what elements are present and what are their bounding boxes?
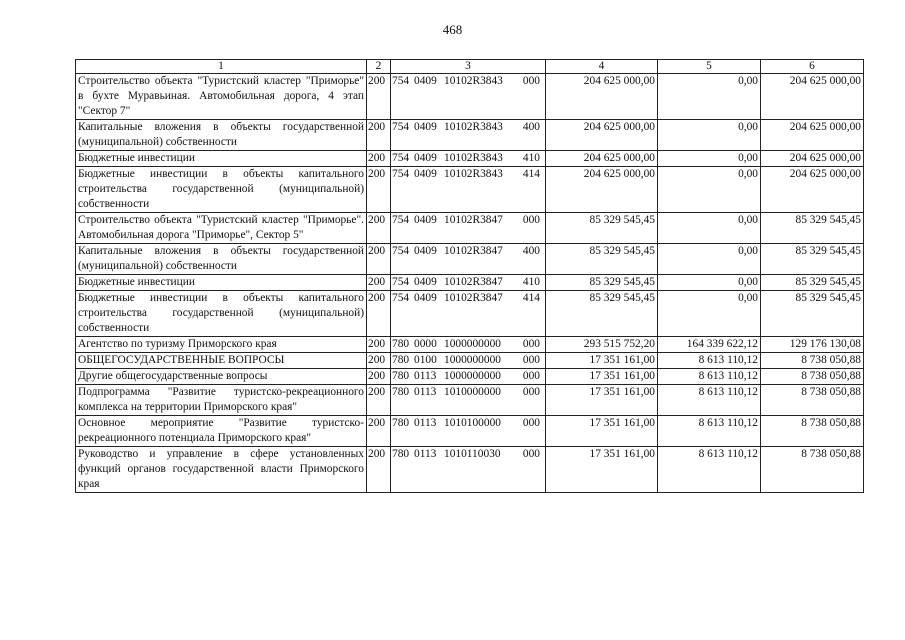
- row-col4: 204 625 000,00: [546, 167, 658, 213]
- row-col4: 17 351 161,00: [546, 385, 658, 416]
- row-code: [391, 369, 546, 385]
- row-col4: 293 515 752,20: [546, 337, 658, 353]
- row-col6: 85 329 545,45: [761, 291, 864, 337]
- row-col6: 204 625 000,00: [761, 120, 864, 151]
- row-grbs: 754: [392, 75, 410, 87]
- table-row: [76, 120, 864, 151]
- row-grbs: 754: [392, 292, 410, 304]
- table-row: [76, 275, 864, 291]
- row-col2: 200: [367, 275, 391, 291]
- header-row: [76, 60, 864, 74]
- row-col2: 200: [367, 167, 391, 213]
- row-section: 0409: [414, 121, 437, 133]
- row-section: 0409: [414, 152, 437, 164]
- row-col2: 200: [367, 151, 391, 167]
- col-header-6: 6: [761, 60, 864, 74]
- row-col4: 85 329 545,45: [546, 275, 658, 291]
- row-target: 1010100000: [444, 417, 501, 429]
- row-name: Руководство и управление в сфере установленных функций органов государственной власти Приморского края: [76, 447, 367, 493]
- table-row: [76, 385, 864, 416]
- row-col6: 8 738 050,88: [761, 447, 864, 493]
- row-vr: 400: [522, 245, 540, 257]
- row-target: 1010000000: [444, 386, 501, 398]
- row-col2: 200: [367, 213, 391, 244]
- row-col6: 129 176 130,08: [761, 337, 864, 353]
- row-section: 0409: [414, 168, 437, 180]
- row-grbs: 780: [392, 386, 410, 398]
- row-target: 10102R3847: [444, 214, 503, 226]
- row-name: Другие общегосударственные вопросы: [76, 369, 367, 385]
- row-target: 1000000000: [444, 338, 501, 350]
- row-col4: 17 351 161,00: [546, 447, 658, 493]
- row-code: [391, 167, 546, 213]
- row-vr: 000: [522, 214, 540, 226]
- row-code: [391, 275, 546, 291]
- row-name: Бюджетные инвестиции в объекты капитального строительства государственной (муниципальной) собственности: [76, 291, 367, 337]
- row-name: Бюджетные инвестиции: [76, 275, 367, 291]
- row-grbs: 754: [392, 214, 410, 226]
- row-col2: 200: [367, 447, 391, 493]
- page-number: 468: [442, 22, 463, 37]
- row-col5: 0,00: [658, 275, 761, 291]
- row-grbs: 754: [392, 276, 410, 288]
- row-col2: 200: [367, 74, 391, 120]
- row-target: 10102R3843: [444, 121, 503, 133]
- row-col4: 204 625 000,00: [546, 120, 658, 151]
- table-row: [76, 244, 864, 275]
- row-grbs: 754: [392, 245, 410, 257]
- row-col6: 8 738 050,88: [761, 416, 864, 447]
- row-col6: 85 329 545,45: [761, 213, 864, 244]
- row-col6: 204 625 000,00: [761, 167, 864, 213]
- row-col5: 8 613 110,12: [658, 416, 761, 447]
- row-col5: 8 613 110,12: [658, 353, 761, 369]
- table-row: [76, 416, 864, 447]
- row-col2: 200: [367, 416, 391, 447]
- row-code: [391, 337, 546, 353]
- row-grbs: 780: [392, 370, 410, 382]
- table-row: [76, 151, 864, 167]
- row-target: 10102R3843: [444, 168, 503, 180]
- row-name: Бюджетные инвестиции в объекты капитального строительства государственной (муниципальной) собственности: [76, 167, 367, 213]
- row-col6: 8 738 050,88: [761, 385, 864, 416]
- row-col2: 200: [367, 353, 391, 369]
- row-vr: 000: [522, 354, 540, 366]
- row-col4: 17 351 161,00: [546, 369, 658, 385]
- row-vr: 000: [522, 75, 540, 87]
- row-col4: 17 351 161,00: [546, 353, 658, 369]
- table-row: [76, 353, 864, 369]
- row-col6: 85 329 545,45: [761, 275, 864, 291]
- row-col5: 8 613 110,12: [658, 447, 761, 493]
- row-col5: 164 339 622,12: [658, 337, 761, 353]
- row-name: Строительство объекта "Туристский кластер "Приморье". Автомобильная дорога "Приморье", Сектор 5": [76, 213, 367, 244]
- row-code: [391, 213, 546, 244]
- row-code: [391, 416, 546, 447]
- row-target: 10102R3843: [444, 152, 503, 164]
- row-name: Бюджетные инвестиции: [76, 151, 367, 167]
- row-grbs: 780: [392, 338, 410, 350]
- row-col5: 8 613 110,12: [658, 385, 761, 416]
- row-name: Агентство по туризму Приморского края: [76, 337, 367, 353]
- row-col5: 0,00: [658, 213, 761, 244]
- row-vr: 410: [522, 276, 540, 288]
- row-code: [391, 120, 546, 151]
- row-col5: 0,00: [658, 74, 761, 120]
- row-col4: 17 351 161,00: [546, 416, 658, 447]
- row-section: 0409: [414, 292, 437, 304]
- row-grbs: 754: [392, 121, 410, 133]
- row-grbs: 780: [392, 417, 410, 429]
- row-section: 0113: [414, 417, 437, 429]
- table-row: [76, 291, 864, 337]
- row-grbs: 754: [392, 152, 410, 164]
- row-target: 10102R3847: [444, 276, 503, 288]
- row-section: 0113: [414, 448, 437, 460]
- col-header-1: 1: [76, 60, 367, 74]
- row-col4: 204 625 000,00: [546, 151, 658, 167]
- row-vr: 000: [522, 448, 540, 460]
- row-col5: 0,00: [658, 291, 761, 337]
- row-code: [391, 74, 546, 120]
- row-section: 0100: [414, 354, 437, 366]
- row-col5: 8 613 110,12: [658, 369, 761, 385]
- row-grbs: 780: [392, 448, 410, 460]
- row-col5: 0,00: [658, 244, 761, 275]
- table-row: [76, 74, 864, 120]
- row-target: 10102R3847: [444, 292, 503, 304]
- table-row: [76, 213, 864, 244]
- row-vr: 414: [522, 168, 540, 180]
- row-section: 0000: [414, 338, 437, 350]
- row-target: 10102R3843: [444, 75, 503, 87]
- row-col6: 204 625 000,00: [761, 74, 864, 120]
- budget-table: [75, 59, 864, 493]
- row-name: Подпрограмма "Развитие туристско-рекреационного комплекса на территории Приморского края": [76, 385, 367, 416]
- table-row: [76, 167, 864, 213]
- col-header-3: 3: [391, 60, 546, 74]
- row-target: 1000000000: [444, 370, 501, 382]
- col-header-5: 5: [658, 60, 761, 74]
- row-name: Капитальные вложения в объекты государственной (муниципальной) собственности: [76, 120, 367, 151]
- row-col2: 200: [367, 385, 391, 416]
- row-col2: 200: [367, 337, 391, 353]
- table-row: [76, 369, 864, 385]
- row-code: [391, 244, 546, 275]
- row-code: [391, 385, 546, 416]
- table-row: [76, 337, 864, 353]
- row-grbs: 780: [392, 354, 410, 366]
- row-section: 0409: [414, 214, 437, 226]
- row-name: Основное мероприятие "Развитие туристско-рекреационного потенциала Приморского края": [76, 416, 367, 447]
- row-target: 10102R3847: [444, 245, 503, 257]
- row-name: Строительство объекта "Туристский кластер "Приморье" в бухте Муравьиная. Автомобильная дорога, 4 этап "Сектор 7": [76, 74, 367, 120]
- col-header-4: 4: [546, 60, 658, 74]
- row-vr: 000: [522, 386, 540, 398]
- row-col5: 0,00: [658, 167, 761, 213]
- table-row: [76, 447, 864, 493]
- row-code: [391, 353, 546, 369]
- row-grbs: 754: [392, 168, 410, 180]
- row-col4: 85 329 545,45: [546, 213, 658, 244]
- row-vr: 414: [522, 292, 540, 304]
- row-col2: 200: [367, 244, 391, 275]
- col-header-2: 2: [367, 60, 391, 74]
- row-vr: 410: [522, 152, 540, 164]
- row-col6: 8 738 050,88: [761, 353, 864, 369]
- row-section: 0113: [414, 370, 437, 382]
- row-section: 0409: [414, 245, 437, 257]
- row-section: 0409: [414, 75, 437, 87]
- row-section: 0113: [414, 386, 437, 398]
- row-col5: 0,00: [658, 151, 761, 167]
- row-col2: 200: [367, 369, 391, 385]
- row-name: ОБЩЕГОСУДАРСТВЕННЫЕ ВОПРОСЫ: [76, 353, 367, 369]
- row-col4: 204 625 000,00: [546, 74, 658, 120]
- row-col6: 8 738 050,88: [761, 369, 864, 385]
- row-col2: 200: [367, 120, 391, 151]
- row-code: [391, 447, 546, 493]
- row-col6: 204 625 000,00: [761, 151, 864, 167]
- row-vr: 000: [522, 370, 540, 382]
- row-target: 1000000000: [444, 354, 501, 366]
- row-col6: 85 329 545,45: [761, 244, 864, 275]
- row-name: Капитальные вложения в объекты государственной (муниципальной) собственности: [76, 244, 367, 275]
- row-target: 1010110030: [444, 448, 501, 460]
- row-section: 0409: [414, 276, 437, 288]
- row-vr: 000: [522, 338, 540, 350]
- row-col4: 85 329 545,45: [546, 291, 658, 337]
- row-col2: 200: [367, 291, 391, 337]
- row-code: [391, 151, 546, 167]
- row-vr: 000: [522, 417, 540, 429]
- row-code: [391, 291, 546, 337]
- row-col4: 85 329 545,45: [546, 244, 658, 275]
- row-vr: 400: [522, 121, 540, 133]
- row-col5: 0,00: [658, 120, 761, 151]
